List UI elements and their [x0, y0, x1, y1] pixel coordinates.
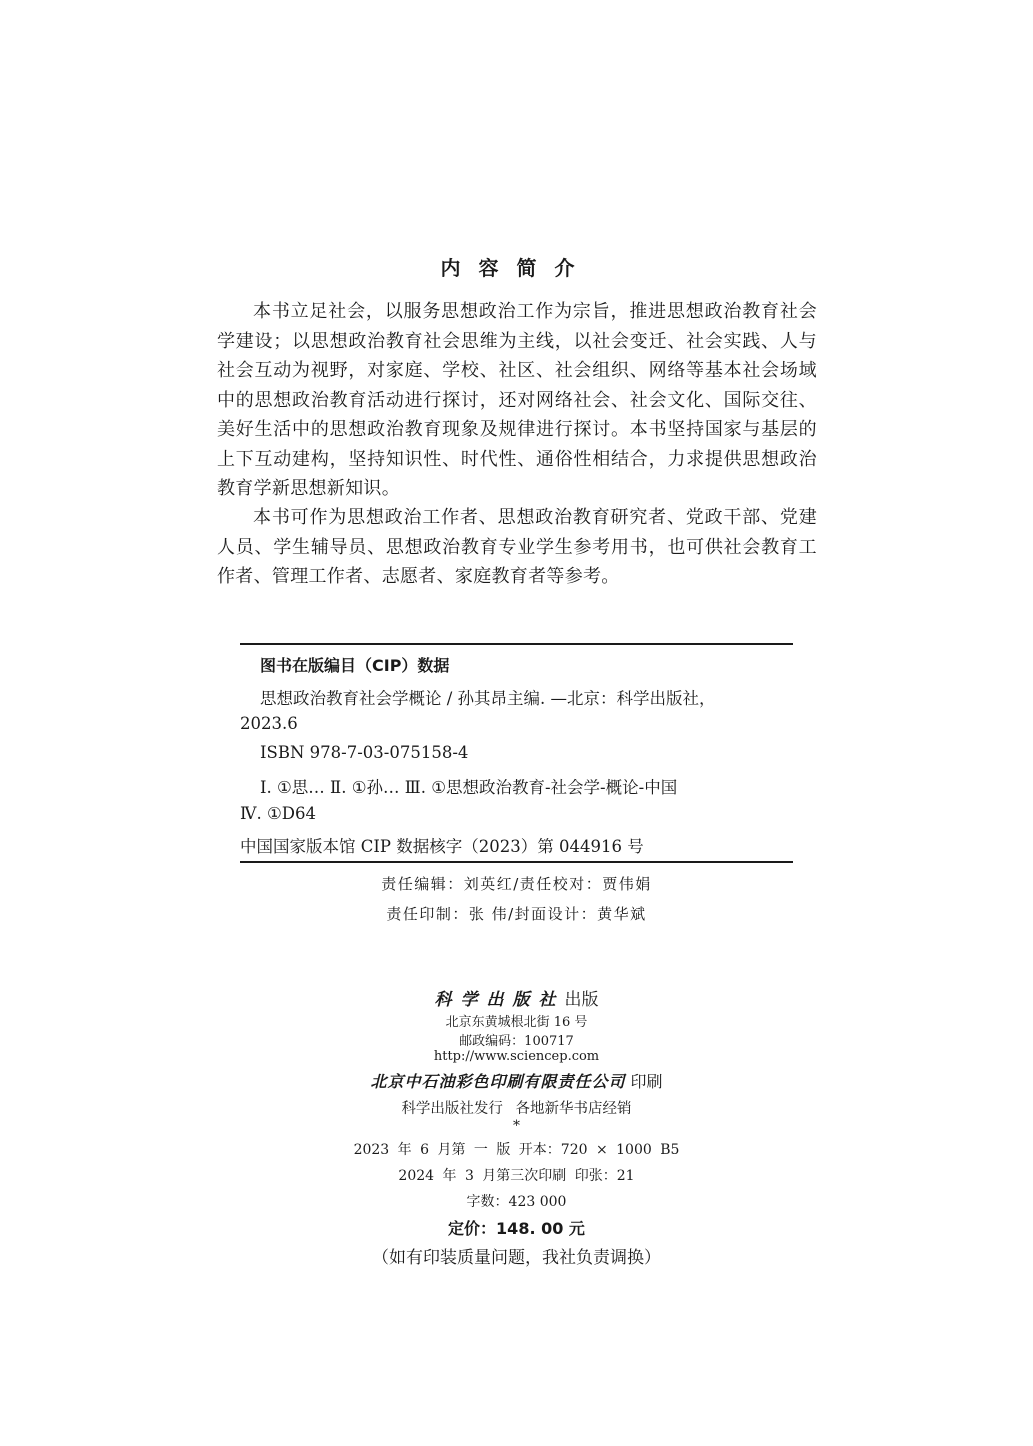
summary-paragraph-2: 本书可作为思想政治工作者、思想政治教育研究者、党政干部、党建人员、学生辅导员、思想政治教育专业学生参考用书，也可供社会教育工作者、管理工作者、志愿者、家庭教育者等参考。 — [217, 507, 817, 587]
publisher-suffix: 出版 — [564, 990, 599, 1010]
printing-line: 2024 年 3 月第三次印刷 印张：21 — [398, 1168, 635, 1184]
distribution-line: 科学出版社发行 各地新华书店经销 — [401, 1101, 632, 1117]
publisher-brand: 科学出版社 — [434, 990, 565, 1010]
postcode: 邮政编码：100717 — [459, 1034, 574, 1049]
word-count: 字数：423 000 — [466, 1194, 567, 1210]
cip-date-line: 2023.6 — [240, 714, 298, 733]
summary-title: 内容简介 — [440, 256, 593, 280]
cip-data-block — [240, 643, 793, 863]
edition-line: 2023 年 6 月第 一 版 开本：720 × 1000 B5 — [353, 1142, 680, 1158]
publisher-address: 北京东黄城根北街 16 号 — [445, 1015, 588, 1030]
production-credits-line: 责任印制：张 伟/封面设计：黄华斌 — [386, 905, 647, 923]
printer-line — [0, 1069, 1033, 1092]
cip-isbn-line: ISBN 978-7-03-075158-4 — [260, 743, 469, 762]
quality-note: （如有印装质量问题，我社负责调换） — [372, 1248, 661, 1268]
separator-star: * — [513, 1118, 520, 1134]
summary-paragraph-1: 本书立足社会，以服务思想政治工作为宗旨，推进思想政治教育社会学建设；以思想政治教育社会思维为主线，以社会变迁、社会实践、人与社会互动为视野，对家庭、学校、社区、社会组织、网络等基本社会场域中的思想政治教育活动进行探讨，还对网络社会、社会文化、国际交往、美好生活中的思想政治教育现象及规律进行探讨。本书坚持国家与基层的上下互动建构，坚持知识性、时代性、通俗性相结合，力求提供思想政治教育学新思想新知识。 — [217, 301, 817, 499]
editor-credits-line: 责任编辑：刘英红/责任校对：贾伟娟 — [381, 875, 652, 893]
cip-heading: 图书在版编目（CIP）数据 — [260, 656, 450, 675]
printer-suffix: 印刷 — [630, 1072, 663, 1091]
printer-brand: 北京中石油彩色印刷有限责任公司 — [370, 1072, 626, 1091]
cip-classification-line: Ⅳ. ①D64 — [240, 804, 316, 823]
price: 定价：148. 00 元 — [448, 1219, 585, 1238]
cip-record-number-line: 中国国家版本馆 CIP 数据核字（2023）第 044916 号 — [240, 837, 644, 856]
cip-subject-line: Ⅰ. ①思… Ⅱ. ①孙… Ⅲ. ①思想政治教育-社会学-概论-中国 — [260, 778, 678, 797]
cip-title-line: 思想政治教育社会学概论 / 孙其昂主编. —北京：科学出版社， — [260, 689, 716, 708]
publisher-url: http://www.sciencep.com — [433, 1049, 600, 1064]
publisher-line — [0, 985, 1033, 1010]
